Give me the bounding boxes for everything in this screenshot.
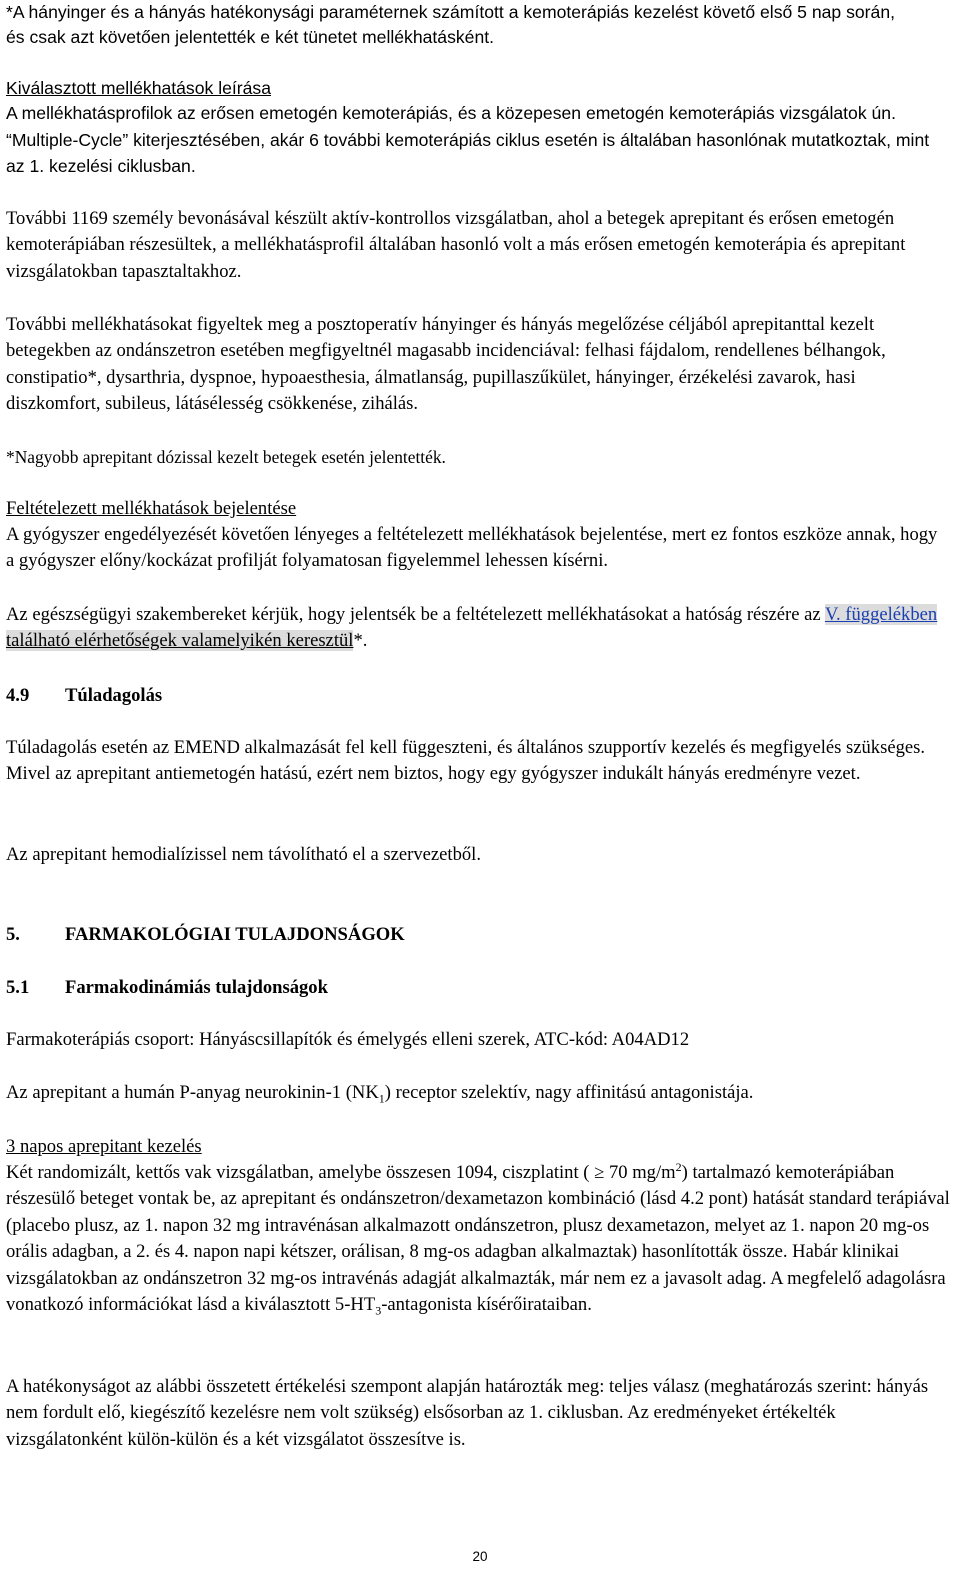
three-day-paragraph: Két randomizált, kettős vak vizsgálatban, amelybe összesen 1094, ciszplatint ( ≥ 70 $mg/m^2$) tartalmazó kemoterápiában részesülő beteget vontak be, az aprepitant és ondánszetron/dexametazon kombináció (lásd 4.2 pont) hatását standard terápiával (placebo plusz, az 1. napon 32 mg intravénásan alkalmazott ondánszetron, plusz dexametazon, melyet az 1. napon 20 mg-os orális adagban, a 2. és 4. napon napi kétszer, orálisan, 8 mg-os adagban alkalmaztak) hasonlították össze. Habár klinikai vizsgálatokban az ondánszetron 32 mg-os intravénás adagját alkalmazták, már nem ez a javasolt adag. A megfelelő adagolásra vonatkozó információkat lásd a kiválasztott $5-HT_3$-antagonista kísérőirataiban. bbox=[6, 1159, 950, 1318]
greater-equal-symbol: ≥ bbox=[594, 1162, 605, 1183]
appendix-v-highlight: V. függelékben található elérhetőségek valamelyikén keresztül bbox=[6, 604, 938, 652]
appendix-v-link[interactable]: V. függelékben bbox=[824, 604, 938, 625]
selected-adverse-reactions-heading: Kiválasztott mellékhatások leírása bbox=[6, 78, 272, 98]
reporting-paragraph-2: Az egészségügyi szakembereket kérjük, hogy jelentsék be a feltételezett mellékhatásokat a hatóság részére az V. függelékben található elérhetőségek valamelyikén keresztül*. bbox=[6, 604, 938, 652]
reporting-heading: Feltételezett mellékhatások bejelentése bbox=[6, 498, 297, 519]
ponv-paragraph: További mellékhatásokat figyeltek meg a posztoperatív hányinger és hányás megelőzése céljából aprepitanttal kezelt betegekben az ondánszetron esetében megfigyeltnél magasabb incidenciával: felhasi fájdalom, rendellenes bélhangok, constipatio*, dysarthria, dyspnoe, hypoaesthesia, álmatlanság, pupillaszűkület, hányinger, érzékelési zavarok, hasi diszkomfort, subileus, látásélesség csökkenése, zihálás. bbox=[6, 314, 886, 415]
document-page bbox=[6, 0, 954, 1576]
reporting-paragraph-1: A gyógyszer engedélyezését követően lényeges a feltételezett mellékhatások bejelentése, mert ez fontos eszköze annak, hogy a gyógyszer előny/kockázat profilját folyamatosan figyelemmel lehessen kísérni. bbox=[6, 524, 938, 572]
efficacy-paragraph: A hatékonyságot az alábbi összetett értékelési szempont alapján határozták meg: teljes válasz (meghatározás szerint: hányás nem fordult elő, kiegészítő kezelésre nem volt szükség) elsősorban az 1. ciklusban. Az eredményeket értékelték vizsgálatonként külön-külön és a két vizsgálatot összesítve is. bbox=[6, 1376, 929, 1450]
ponv-footnote: *Nagyobb aprepitant dózissal kezelt betegek esetén jelentették. bbox=[6, 447, 446, 467]
pharmacotherapeutic-group: Farmakoterápiás csoport: Hányáscsillapítók és émelygés elleni szerek, ATC-kód: A04AD12 bbox=[6, 1029, 690, 1050]
section-5-1-heading: 5.1 Farmakodinámiás tulajdonságok bbox=[6, 977, 328, 998]
page-number: 20 bbox=[472, 1549, 488, 1564]
efficacy-footnote: *A hányinger és a hányás hatékonysági paraméternek számított a kemoterápiás kezelést követő első 5 nap során, és csak azt követően jelentették e két tünetet mellékhatásként. bbox=[6, 2, 895, 47]
overdose-paragraph-2: Az aprepitant hemodialízissel nem távolítható el a szervezetből. bbox=[6, 844, 481, 865]
multiple-cycle-paragraph: A mellékhatásprofilok az erősen emetogén kemoterápiás, és a közepesen emetogén kemoterápiás vizsgálatok ún. “Multiple-Cycle” kiterjesztésében, akár 6 további kemoterápiás ciklus esetén is általában hasonlónak mutatkoztak, mint az 1. kezelési ciklusban. bbox=[6, 103, 930, 176]
section-4-9-heading: 4.9 Túladagolás bbox=[6, 685, 163, 706]
active-control-paragraph: További 1169 személy bevonásával készült aktív-kontrollos vizsgálatban, ahol a betegek aprepitant és erősen emetogén kemoterápiában részesültek, a mellékhatásprofil általában hasonló volt a más erősen emetogén kemoterápia és aprepitant vizsgálatokban tapasztaltakhoz. bbox=[6, 208, 906, 282]
overdose-paragraph-1: Túladagolás esetén az EMEND alkalmazását fel kell függeszteni, és általános szupportív kezelés és megfigyelés szükséges. Mivel az aprepitant antiemetogén hatású, ezért nem biztos, hogy egy gyógyszer indukált hányás eredményre vezet. bbox=[6, 737, 926, 785]
three-day-heading: 3 napos aprepitant kezelés bbox=[6, 1136, 202, 1157]
nk1-antagonist-paragraph: Az aprepitant a humán P-anyag neurokinin-1 $(NK_1)$ receptor szelektív, nagy affinitású antagonistája. bbox=[6, 1082, 754, 1106]
section-5-heading: 5. FARMAKOLÓGIAI TULAJDONSÁGOK bbox=[6, 924, 405, 945]
